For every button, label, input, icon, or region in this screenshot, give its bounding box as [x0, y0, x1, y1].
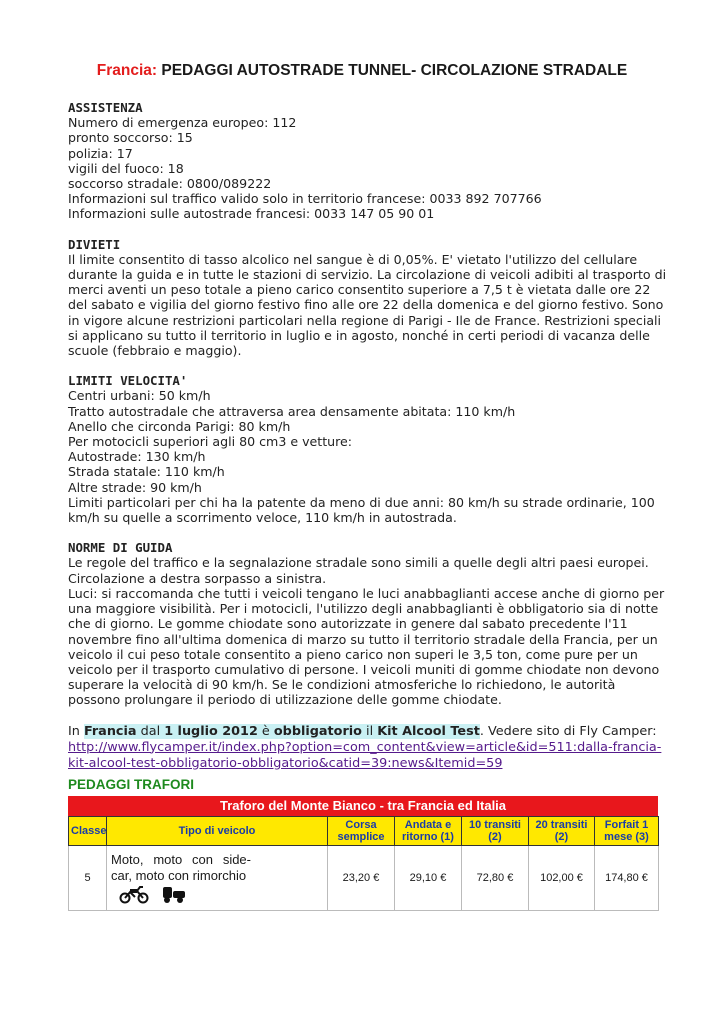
sidecar-icon — [161, 884, 187, 904]
header-corsa-semplice: Corsa semplice — [328, 817, 395, 846]
section-assistenza — [68, 100, 658, 222]
cell-tipo-veicolo — [107, 846, 328, 911]
kit-obbligatorio: obbligatorio — [273, 723, 362, 739]
text-line: Numero di emergenza europeo: 112 — [68, 115, 297, 131]
kit-date: 1 luglio 2012 — [164, 723, 258, 739]
text-line: pronto soccorso: 15 — [68, 130, 193, 146]
vehicle-description: Moto, moto con side-car, moto con rimorchio — [111, 852, 251, 883]
section-heading: LIMITI VELOCITA' — [68, 373, 188, 389]
header-forfait: Forfait 1 mese (3) — [595, 817, 659, 846]
text-line: scuole (febbraio e maggio). — [68, 343, 242, 359]
pedaggi-trafori-heading: PEDAGGI TRAFORI — [68, 777, 195, 792]
cell-classe: 5 — [69, 846, 107, 911]
header-classe: Classe — [69, 817, 107, 846]
text-line: km/h su quelle a scorrimento veloce, 110 km/h in autostrada. — [68, 510, 457, 526]
table-header-row — [69, 817, 659, 846]
cell-forfait: 174,80 € — [595, 846, 659, 911]
title-text: PEDAGGI AUTOSTRADE TUNNEL- CIRCOLAZIONE STRADALE — [157, 62, 628, 79]
header-andata-ritorno: Andata e ritorno (1) — [395, 817, 462, 846]
kit-text: il — [361, 723, 378, 739]
kit-text: In — [68, 723, 84, 739]
kit-name: Kit Alcool Test — [377, 723, 480, 739]
header-20-transiti: 20 transiti (2) — [529, 817, 595, 846]
text-line: polizia: 17 — [68, 145, 133, 161]
section-norme-di-guida — [68, 540, 665, 708]
text-line: Autostrade: 130 km/h — [68, 449, 206, 465]
cell-20-transiti: 102,00 € — [529, 846, 595, 911]
link-line-2[interactable]: kit-alcool-test-obbligatorio-obbligatorio&catid=39:news&Itemid=59 — [68, 755, 503, 771]
cell-10-transiti: 72,80 € — [462, 846, 529, 911]
title-country: Francia: — [96, 62, 158, 79]
text-line: Informazioni sul traffico valido solo in territorio francese: 0033 892 707766 — [68, 191, 542, 207]
text-line: che di giorno. Le gomme chiodate sono autorizzate in genere dal sabato precedente l'11 — [68, 616, 628, 632]
text-line: Informazioni sulle autostrade francesi: 0033 147 05 90 01 — [68, 206, 435, 222]
cell-corsa-semplice: 23,20 € — [328, 846, 395, 911]
vehicle-icons — [119, 884, 187, 904]
kit-text: dal — [136, 723, 165, 739]
kit-highlight — [84, 724, 480, 739]
text-line: si applicano su tutto il territorio in luglio e in agosto, nonché in certi periodi di vacanza delle — [68, 327, 650, 343]
text-line: merci aventi un peso totale a pieno carico consentito superiore a 7,5 t è vietata dalle ore 22 — [68, 282, 651, 298]
text-line: Strada statale: 110 km/h — [68, 464, 225, 480]
link-line-1[interactable]: http://www.flycamper.it/index.php?option=com_content&view=article&id=511:dalla-francia- — [68, 739, 662, 755]
motorcycle-icon — [119, 884, 149, 904]
kit-sentence — [68, 724, 658, 740]
table-row — [69, 846, 659, 911]
kit-alcool-notice — [68, 723, 662, 772]
text-line: una maggiore visibilità. Per i motocicli, l'utilizzo degli anabbaglianti è obbligatorio sia di notte — [68, 601, 659, 617]
text-line: veicolo il cui peso totale consentito a pieno carico non superi le 3,5 ton, come pure per un — [68, 646, 638, 662]
header-10-transiti: 10 transiti (2) — [462, 817, 529, 846]
section-heading: ASSISTENZA — [68, 100, 143, 115]
text-line: in vigore alcune restrizioni particolari nella regione di Parigi - Ile de France. Restrizioni speciali — [68, 312, 662, 328]
text-line: Luci: si raccomanda che tutti i veicoli tengano le luci anabbaglianti accese anche di giorno per — [68, 585, 665, 601]
toll-table-container — [68, 796, 658, 911]
section-heading: DIVIETI — [68, 236, 121, 252]
text-line: vigili del fuoco: 18 — [68, 160, 184, 176]
text-line: Per motocicli superiori agli 80 cm3 e vetture: — [68, 434, 353, 450]
text-line: Altre strade: 90 km/h — [68, 479, 202, 495]
text-line: Tratto autostradale che attraversa area densamente abitata: 110 km/h — [68, 403, 516, 419]
text-line: superare la velocità di 90 km/h. Se le condizioni atmosferiche lo richiedono, le autorità — [68, 677, 616, 693]
document-body — [68, 100, 667, 772]
text-line: veicolo per il trasporto cumulativo di persone. I veicoli muniti di gomme chiodate non devono — [68, 661, 660, 677]
kit-text: è — [257, 723, 274, 739]
section-heading: NORME DI GUIDA — [68, 540, 173, 556]
text-line: Circolazione a destra sorpasso a sinistra. — [68, 570, 327, 586]
header-tipo-veicolo: Tipo di veicolo — [107, 817, 328, 846]
section-limiti-velocita — [68, 373, 658, 525]
kit-text: . Vedere sito di Fly Camper: — [479, 723, 657, 739]
text-line: Le regole del traffico e la segnalazione stradale sono simili a quelle degli altri paesi europei. — [68, 555, 649, 571]
cell-andata-ritorno: 29,10 € — [395, 846, 462, 911]
flycamper-link[interactable] — [68, 739, 662, 772]
toll-table — [68, 816, 659, 911]
section-divieti — [68, 236, 667, 359]
text-line: Anello che circonda Parigi: 80 km/h — [68, 418, 291, 434]
text-line: del sabato e vigilia del giorno festivo fino alle ore 22 della domenica e del giorno festivo. Sono — [68, 297, 664, 313]
table-banner: Traforo del Monte Bianco - tra Francia ed Italia — [68, 796, 658, 816]
text-line: Il limite consentito di tasso alcolico nel sangue è di 0,05%. E' vietato l'utilizzo del cellulare — [68, 251, 638, 267]
page-title — [0, 62, 724, 80]
text-line: possono prolungare il periodo di utilizzazione delle gomme chiodate. — [68, 692, 502, 708]
text-line: soccorso stradale: 0800/089222 — [68, 176, 272, 192]
text-line: novembre fino all'ultima domenica di marzo su tutto il territorio stradale della Francia, per un — [68, 631, 658, 647]
text-line: Centri urbani: 50 km/h — [68, 388, 211, 404]
kit-country: Francia — [83, 723, 137, 739]
text-line: durante la guida e in tutte le stazioni di servizio. La circolazione di veicoli adibiti al trasporto di — [68, 267, 667, 283]
text-line: Limiti particolari per chi ha la patente da meno di due anni: 80 km/h su strade ordinarie, 100 — [68, 494, 655, 510]
